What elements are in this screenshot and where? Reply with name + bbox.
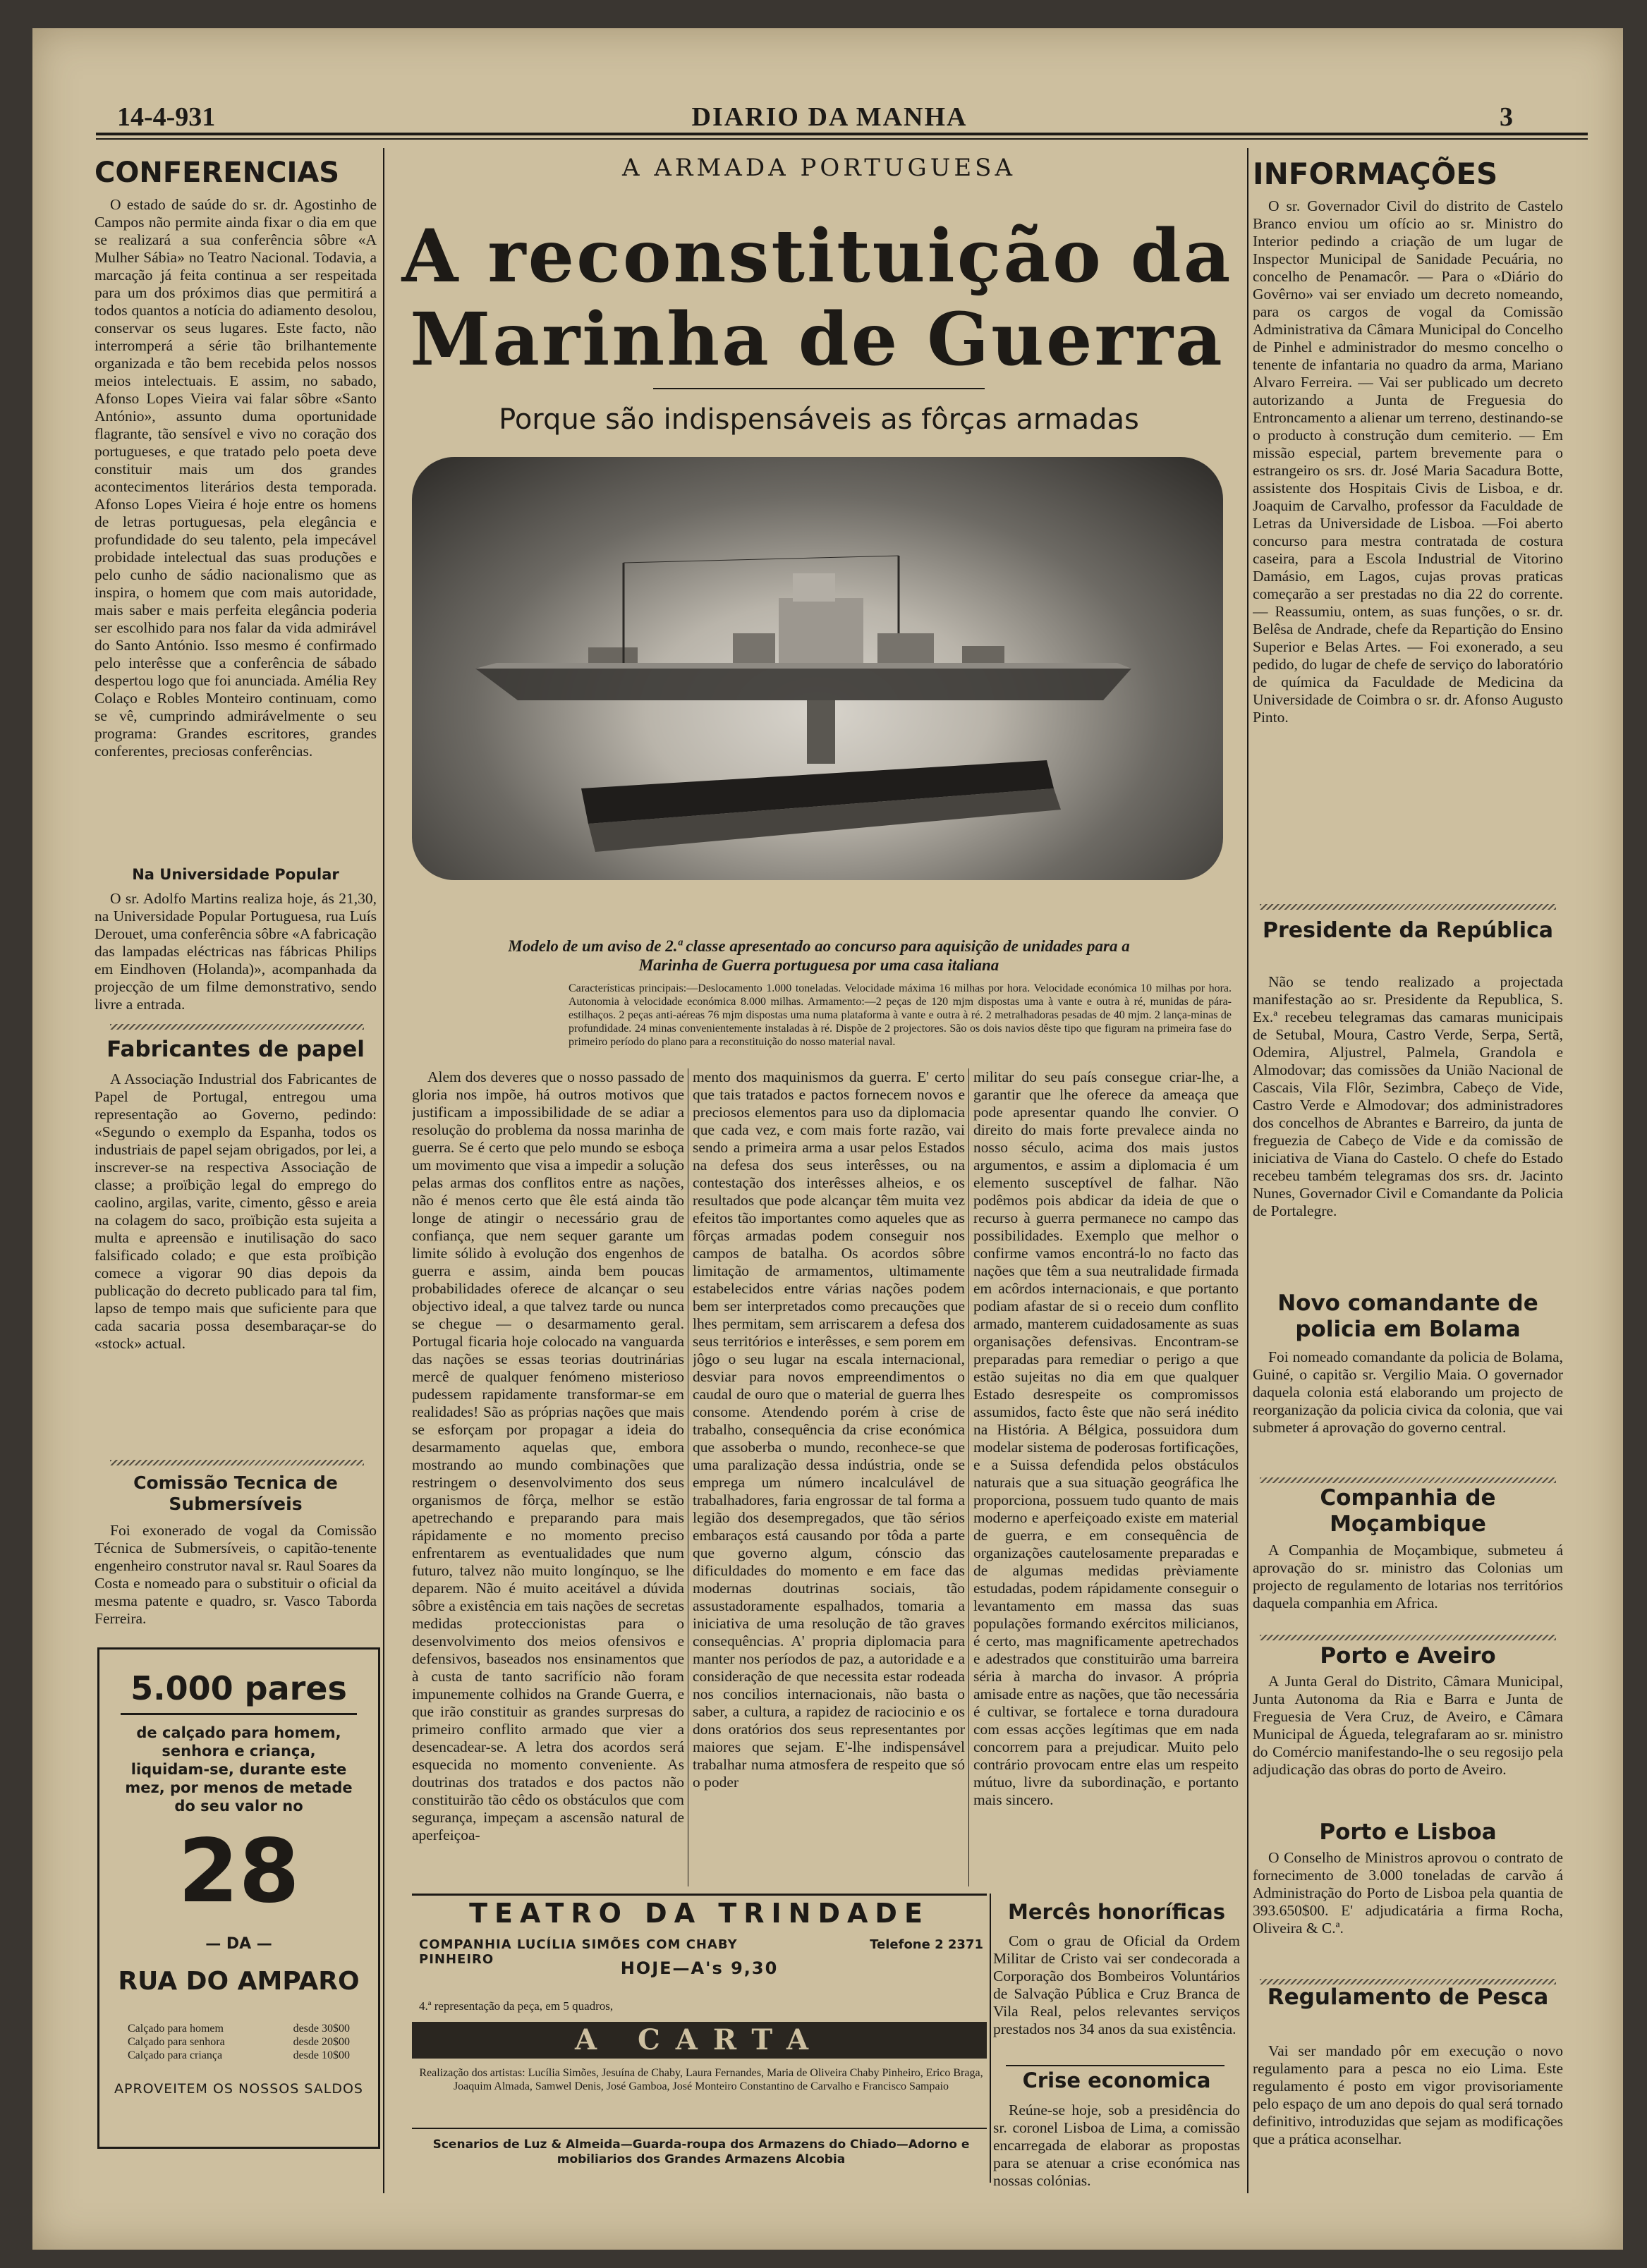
section-divider: [110, 1460, 364, 1465]
shoe-ad-prices: [128, 2022, 350, 2062]
issue-date: 14-4-931: [117, 102, 216, 132]
column-divider: [1247, 148, 1248, 2193]
teatro-trindade-ad: [412, 1894, 987, 2186]
section-divider: [1260, 904, 1556, 910]
shoe-ad-da: — DA —: [205, 1935, 272, 1953]
header-rule: [96, 133, 1588, 135]
shoe-ad-number: 28: [178, 1821, 300, 1922]
teatro-phone: Telefone 2 2371: [870, 1937, 983, 1952]
section-divider: [1260, 1635, 1556, 1640]
price-value: desde 20$00: [293, 2036, 350, 2048]
informacoes-title: INFORMAÇÕES: [1253, 157, 1498, 191]
shoe-ad-footer: APROVEITEM OS NOSSOS SALDOS: [114, 2081, 363, 2097]
universidade-text: O sr. Adolfo Martins realiza hoje, ás 21,30, na Universidade Popular Portuguesa, rua Luís Derouet, uma conferência sôbre «A fabricação das lampadas eléctricas nas fábricas Philips em Eindhoven (Holanda)», acompanhada da projecção de um filme demonstrativo, sendo livre a entrada.: [95, 890, 377, 1013]
crise-title: Crise economica: [1022, 2068, 1211, 2092]
headline-line-1: A reconstituição da: [401, 214, 1233, 299]
ship-specs: Características principais:—Deslocamento 1.000 toneladas. Velocidade máxima 16 milhas por hora. Velocidade económica 10 milhas por hora. Autonomia à velocidade económica 8.000 milhas. Armamento:—2 peças de 120 mjm dispostas uma à vante e outra à ré, munidas de pára-estilhaços. 2 peças anti-aéreas 76 mjm dispostas uma numa plataforma à vante e outra à ré. 2 metralhadoras pesadas de 40 mjm. 2 lança-minas de profundidade. 24 minas convenientemente instaladas à ré. Dispõe de 2 projectores. São os dois navios dêste tipo que figuram na primeira fase do primeiro período do plano para a reconstituição do nosso material naval.: [569, 982, 1232, 1048]
aveiro-text: A Junta Geral do Distrito, Câmara Municipal, Junta Autonoma da Ria e Barra e Junta de Freguesia de Vera Cruz, de Aveiro, e Câmara Municipal de Águeda, telegrafaram ao sr. ministro do Comércio manifestando-lhe o seu regosijo pela adjudicação das obras do porto de Aveiro.: [1253, 1673, 1563, 1778]
lisboa-text: O Conselho de Ministros aprovou o contrato de fornecimento de 3.000 toneladas de carvão á Administração do Porto de Lisboa pela quantia de 393.650$00. E' adjudicatária a firma Rocha, Oliveira & C.ª.: [1253, 1849, 1563, 1937]
newspaper-page: [32, 28, 1623, 2250]
fabricantes-title: Fabricantes de papel: [107, 1037, 365, 1062]
section-divider: [1006, 2065, 1224, 2066]
informacoes-text: O sr. Governador Civil do distrito de Castelo Branco enviou um ofício ao sr. Ministro do Interior pedindo a criação de um lugar de Inspector Municipal de Sanidade Pecuária, no concelho de Penamacôr. — Para o «Diário do Govêrno» vai ser enviado um decreto nomeando, para os cargos de vogal da Comissão Administrativa da Câmara Municipal do Concelho de Pinhel e administrador do mesmo concelho o tenente de infantaria no quadro da arma, Mariano Alvaro Ferreira. — Vai ser publicado um decreto autorizando a Junta de Freguesia do Entroncamento a alienar um terreno, destinando-se o producto à construção dum cemiterio. — Em missão especial, partem brevemente para o estrangeiro os srs. dr. José Maria Sacadura Botte, assistente dos Hospitais Civis de Lisboa, e dr. Joaquim de Carvalho, professor da Faculdade de Letras da Universidade de Lisboa. —Foi aberto concurso para mestra contratada de costura caseira, para a Escola Industrial de Vitorino Damásio, em Lagos, cujas provas praticas começarão a ser prestadas no dia 22 do corrente. — Reassumiu, ontem, as suas funções, o sr. dr. Belêsa de Andrade, chefe da Repartição do Ensino Superior e Belas Artes. — Foi exonerado, a seu pedido, do lugar de chefe de serviço do laboratório de química da Faculdade de Medicina da Universidade de Coimbra o sr. dr. Afonso Augusto Pinto.: [1253, 197, 1563, 726]
aveiro-title: Porto e Aveiro: [1320, 1643, 1496, 1669]
article-column-1: Alem dos deveres que o nosso passado de gloria nos impõe, há outros motivos que justificam a impossibilidade de se adiar a resolução do problema da nossa marinha de guerra. Se é certo que pelo mundo se esboça um movimento que visa a impedir a solução pelas armas dos conflitos entre as nações, não é menos certo que êle está ainda tão longe de atingir o necessário grau de confiança, que nem sequer garante um limite sólido à evolução dos engenhos de guerra e assim, ainda bem poucas probabilidades oferece de alcançar o seu objectivo ideal, a que talvez tarde ou nunca se chegue — o desarmamento geral. Portugal ficaria hoje colocado na vanguarda das nações se essas teorias doutrinárias mercê de qualquer fenómeno misterioso pudessem rapidamente transformar-se em realidades! São as próprias nações que mais se esforçam por propagar a ideia do desarmamento aquelas que, embora mostrando ao mundo combinações que restringem o desenvolvimento dos seus organismos de fôrça, melhor se estão apetrechando e preparando para mais rápidamente e no momento preciso enfrentarem as eventualidades que num futuro, talvez não muito longínquo, se lhe deparem. Não é muito aceitável a dúvida sôbre a existência em tais nações de secretas medidas proteccionistas para o desenvolvimento dos meios ofensivos e defensivos, baseados nos ensinamentos que à custa de tanto sacrifício não foram impunemente colhidos na Grande Guerra, e que irão constituir as grandes surpresas do primeiro conflito armado que vier a desencadear-se. A letra dos acordos será esquecida no momento conveniente. As doutrinas dos tratados e dos pactos não constituirão tão cêdo os obstáculos que com segurança, impeçam a ascensão natural de aperfeiçoa-: [412, 1068, 684, 1843]
article-kicker: A ARMADA PORTUGUESA: [621, 154, 1016, 182]
teatro-play: A CARTA: [412, 2022, 987, 2059]
teatro-title: TEATRO DA TRINDADE: [469, 1898, 930, 1929]
column-divider: [990, 1894, 991, 2183]
presidente-title: Presidente da República: [1262, 918, 1554, 943]
caption-line: Modelo de um aviso de 2.ª classe apresentado ao concurso para aquisição de unidades para a: [508, 937, 1130, 955]
header-rule-thin: [96, 138, 1588, 140]
mocambique-text: A Companhia de Moçambique, submeteu á aprovação do sr. ministro das Colonias um projecto de regulamento de lotarias nos territórios daquela companhia em Africa.: [1253, 1542, 1563, 1611]
merces-text: Com o grau de Oficial da Ordem Militar de Cristo vai ser condecorada a Corporação dos Bombeiros Voluntários de Salvação Pública e Cruz Branca de Vila Real, pelos relevantes serviços prestados nos 34 anos da sua existência.: [993, 1932, 1240, 2037]
caption-line: Marinha de Guerra portuguesa por uma casa italiana: [638, 956, 999, 974]
article-column-3: militar do seu país consegue criar-lhe, a garantir que lhe oferece da ameaça que pode apresentar quando lhe convier. O direito do mais forte prevalece ainda no nosso século, acima dos mais justos argumentos, e assim a diplomacia é um elemento susceptível de falhar. Não podêmos pois abdicar da ideia de que o recurso à guerra permanece no campo das possibilidades. Exemplo que melhor o confirme vamos encontrá-lo no facto das nações que têm a sua neutralidade firmada em acôrdos internacionais, e que portanto podiam afastar de si o receio dum conflito armado, manterem cuidadosamente as suas organisações defensivas. Encontram-se preparadas para remediar o perigo a que estão sujeitas no dia em que qualquer Estado desrespeite os compromissos assumidos, facto êste que não será inédito na História. A Bélgica, possuidora dum modelar sistema de poderosas fortificações, e a Suissa defendida pelos obstáculos naturais que a sua situação geográfica lhe proporciona, possuem tudo quanto de mais moderno e aperfeiçoado existe em material de guerra, e em consequência de organizações cautelosamente preparadas e de algumas medidas prèviamente estudadas, podem rápidamente conseguir o levantamento em massa das suas populações formando exércitos milicianos, é certo, mas magnificamente apetrechados e adestrados que constituirão uma barreira séria à marcha do invasor. A própria amisade entre as nações, que tão necessária é cultivar, se fortalece e torna duradoura com essas acções legítimas que em nada concorrem para a prejudicar. Muito pelo contrário provocam entre elas um respeito mútuo, livre da subordinação, e portanto mais sincero.: [973, 1068, 1239, 1808]
shoe-ad-text: de calçado para homem, senhora e criança, liquidam-se, durante este mez, por menos de metade do seu valor no: [125, 1724, 353, 1815]
price-label: Calçado para senhora: [128, 2036, 225, 2048]
section-divider: [1260, 1477, 1556, 1483]
lisboa-title: Porto e Lisboa: [1319, 1819, 1497, 1845]
mocambique-title: Companhia de Moçambique: [1320, 1485, 1496, 1537]
presidente-text: Não se tendo realizado a projectada manifestação ao sr. Presidente da Republica, S. Ex.ª recebeu telegramas das camaras municipais de Setubal, Moura, Castro Verde, Serpa, Sertã, Odemira, Aljustrel, Palmela, Grandola e Almodovar; das comissões da União Nacional de Cascais, Vila Flôr, Sezimbra, Cabeço de Vide, Castro Verde e Almodovar; dos administradores dos concelhos de Abrantes e Barreiro, da junta de freguezia de Cabeço de Vide e da comissão de iniciativa de Viana do Castelo. O chefe do Estado recebeu também telegramas dos srs. dr. Jacinto Nunes, Governador Civil e Comandante da Policia de Portalegre.: [1253, 973, 1563, 1219]
ad-rule: [412, 2128, 987, 2129]
teatro-footer: Scenarios de Luz & Almeida—Guarda-roupa dos Armazens do Chiado—Adorno e mobiliarios dos Grandes Armazens Alcobia: [432, 2138, 970, 2166]
conferencias-text: O estado de saúde do sr. dr. Agostinho de Campos não permite ainda fixar o dia em que se realizará a sua conferência sôbre «A Mulher Sábia» no Teatro Nacional. Todavia, a marcação já feita continua a ser respeitada para um dos próximos dias que permitirá a todos quantos a notícia do adiamento desolou, conservar os seus lugares. Este facto, não interromperá a série tão brilhantemente organizada e tão bem recebida pelos nossos meios intelectuais. E assim, no sabado, Afonso Lopes Vieira vai falar sôbre «Santo António», assunto duma oportunidade flagrante, tão sensível e vivo no coração dos portugueses, e que tratado pelo poeta deve constituir mais um dos grandes acontecimentos literários desta temporada. Afonso Lopes Vieira é hoje entre os homens de letras portuguesas, pela elegância e profundidade do seu talento, pela impecável probidade intelectual das suas produções e pelo cunho de sádio nacionalismo que as inspira, o homem que com mais autoridade, mais saber e mais perfeita elegância poderia ser escolhido para nos falar da vida admirável do Santo António. Isso mesmo é confirmado pelo interêsse que a conferência de sábado despertou logo que foi anunciada. Amélia Rey Colaço e Robles Monteiro continuam, como se vê, cumprindo admirávelmente o seu programa: Grandes escritores, grandes conferentes, preciosas conferências.: [95, 196, 377, 760]
ad-rule: [121, 1713, 357, 1715]
price-row: [128, 2022, 350, 2035]
merces-title: Mercês honoríficas: [1008, 1900, 1225, 1924]
article-column-2: mento dos maquinismos da guerra. E' certo que tais tratados e pactos fornecem novos e preciosos elementos para uso da diplomacia que cada vez, e com mais forte razão, vai sendo a primeira arma a usar pelos Estados na defesa dos seus interêsses, ou na contestação dos interêsses alheios, e os resultados que pode alcançar têm muita vez efeitos tão importantes como aqueles que as fôrças armadas podem conseguir nos campos de batalha. Os acordos sôbre limitação de armamentos, ultimamente estabelecidos entre várias nações podem bem ser interpretados como precauções que lhes permitam, sem arriscarem a defesa dos seus territórios e interêsses, e sem porem em jôgo o seu lugar na escala internacional, desviar para novos empreendimentos o caudal de ouro que o material de guerra lhes consome. Atendendo porém à crise de trabalho, consequência da crise económica que assoberba o mundo, reconhece-se que uma paralização dessa indústria, onde se emprega um número incalculável de trabalhadores, faria engrossar de tal forma a legião dos desempregados, que tão sérios embaraços está causando por tôda a parte que governo algum, cónscio das dificuldades do momento e em face das modernas doutrinas sociais, tão assustadoramente espalhados, tomaria a iniciativa de uma resolução de tão graves consequências. A' propria diplomacia para manter nos períodos de paz, a autoridade e a consideração de que necessita estar rodeada nos concilios internacionais, não basta o saber, a cultura, a rapidez de raciocinio e os dons oratórios dos seus representantes por maiores que sejam. E'-lhe indispensável trabalhar numa atmosfera de respeito que só o poder: [693, 1068, 965, 1791]
shoe-ad: [97, 1647, 380, 2149]
ship-model-icon: [412, 457, 1223, 880]
pesca-text: Vai ser mandado pôr em execução o novo regulamento para a pesca no eio Lima. Este regulamento é posto em vigor provisoriamente pelo espaço de um ano depois do qual será tornado definitivo, introduzidas que sejam as modificações que a prática aconselhar.: [1253, 2042, 1563, 2147]
column-divider: [968, 1068, 969, 1886]
shoe-ad-headline: 5.000 pares: [130, 1669, 347, 1707]
photo-caption: [399, 937, 1239, 975]
bolama-title: Novo comandante de policia em Bolama: [1277, 1291, 1538, 1342]
comissao-title: Comissão Tecnica de Submersíveis: [133, 1473, 338, 1514]
column-divider: [383, 148, 384, 2193]
crise-text: Reúne-se hoje, sob a presidência do sr. coronel Lisboa de Lima, a comissão encarregada de elaborar as propostas para se atenuar a crise económica nas nossas colónias.: [993, 2102, 1240, 2189]
pesca-title: Regulamento de Pesca: [1267, 1984, 1549, 2010]
universidade-title: Na Universidade Popular: [132, 866, 339, 883]
comissao-text: Foi exonerado de vogal da Comissão Técnica de Submersíveis, o capitão-tenente engenheiro construtor naval sr. Raul Soares da Costa e nomeado para o substituir o oficial da mesma patente e quadro, sr. Vasco Taborda Ferreira.: [95, 1522, 377, 1627]
section-divider: [1260, 1979, 1556, 1984]
price-row: [128, 2035, 350, 2049]
price-value: desde 10$00: [293, 2049, 350, 2061]
article-subhead: Porque são indispensáveis as fôrças armadas: [499, 403, 1139, 436]
section-divider: [110, 1024, 364, 1030]
teatro-cast: Realização dos artistas: Lucília Simões, Jesuína de Chaby, Laura Fernandes, Maria de Oliveira Chaby Pinheiro, Erico Braga, Joaquim Almada, Samwel Denis, José Gamboa, José Monteiro Constantino de Carvalho e Francisco Sampaio: [419, 2067, 983, 2092]
newspaper-name: DIARIO DA MANHA: [691, 102, 968, 132]
shoe-ad-street: RUA DO AMPARO: [118, 1967, 360, 1996]
teatro-company: COMPANHIA LUCÍLIA SIMÕES COM CHABY PINHEIRO: [419, 1937, 738, 1967]
warship-model-photo: [412, 457, 1223, 880]
bolama-text: Foi nomeado comandante da policia de Bolama, Guiné, o capitão sr. Vergilio Maia. O governador daquela colonia está elaborando um projecto de reorganização da policia civica da colonia, que vai submeter á aprovação do governo central.: [1253, 1348, 1563, 1436]
price-value: desde 30$00: [293, 2023, 350, 2035]
ad-rule: [412, 1894, 987, 1896]
page-number: 3: [1500, 102, 1513, 132]
price-label: Calçado para criança: [128, 2049, 223, 2061]
teatro-representation: 4.ª representação da peça, em 5 quadros,: [419, 1999, 614, 2013]
conferencias-title: CONFERENCIAS: [95, 157, 340, 189]
teatro-tonight: HOJE—A's 9,30: [620, 1958, 779, 1978]
price-label: Calçado para homem: [128, 2023, 224, 2035]
fabricantes-text: A Associação Industrial dos Fabricantes de Papel de Portugal, entregou uma representação ao Governo, pedindo: «Segundo o exemplo da Espanha, todos os industriais de papel sejam obrigados, por lei, a inscrever-se na respectiva Associação de classe; a proïbição legal do emprego do caolino, argilas, varite, cimento, gêsso e areia na colagem do saco, proïbição esta sujeita a multa e apreensão e inutilisação do saco falsificado colado; e que esta proïbição comece a vigorar 90 dias depois da publicação do decreto publicado para tal fim, lapso de tempo mais que suficiente para que cada sacaria possa desembaraçar-se do «stock» actual.: [95, 1071, 377, 1352]
headline-line-2: Marinha de Guerra: [410, 297, 1224, 382]
headline-rule: [653, 388, 985, 389]
price-row: [128, 2049, 350, 2062]
